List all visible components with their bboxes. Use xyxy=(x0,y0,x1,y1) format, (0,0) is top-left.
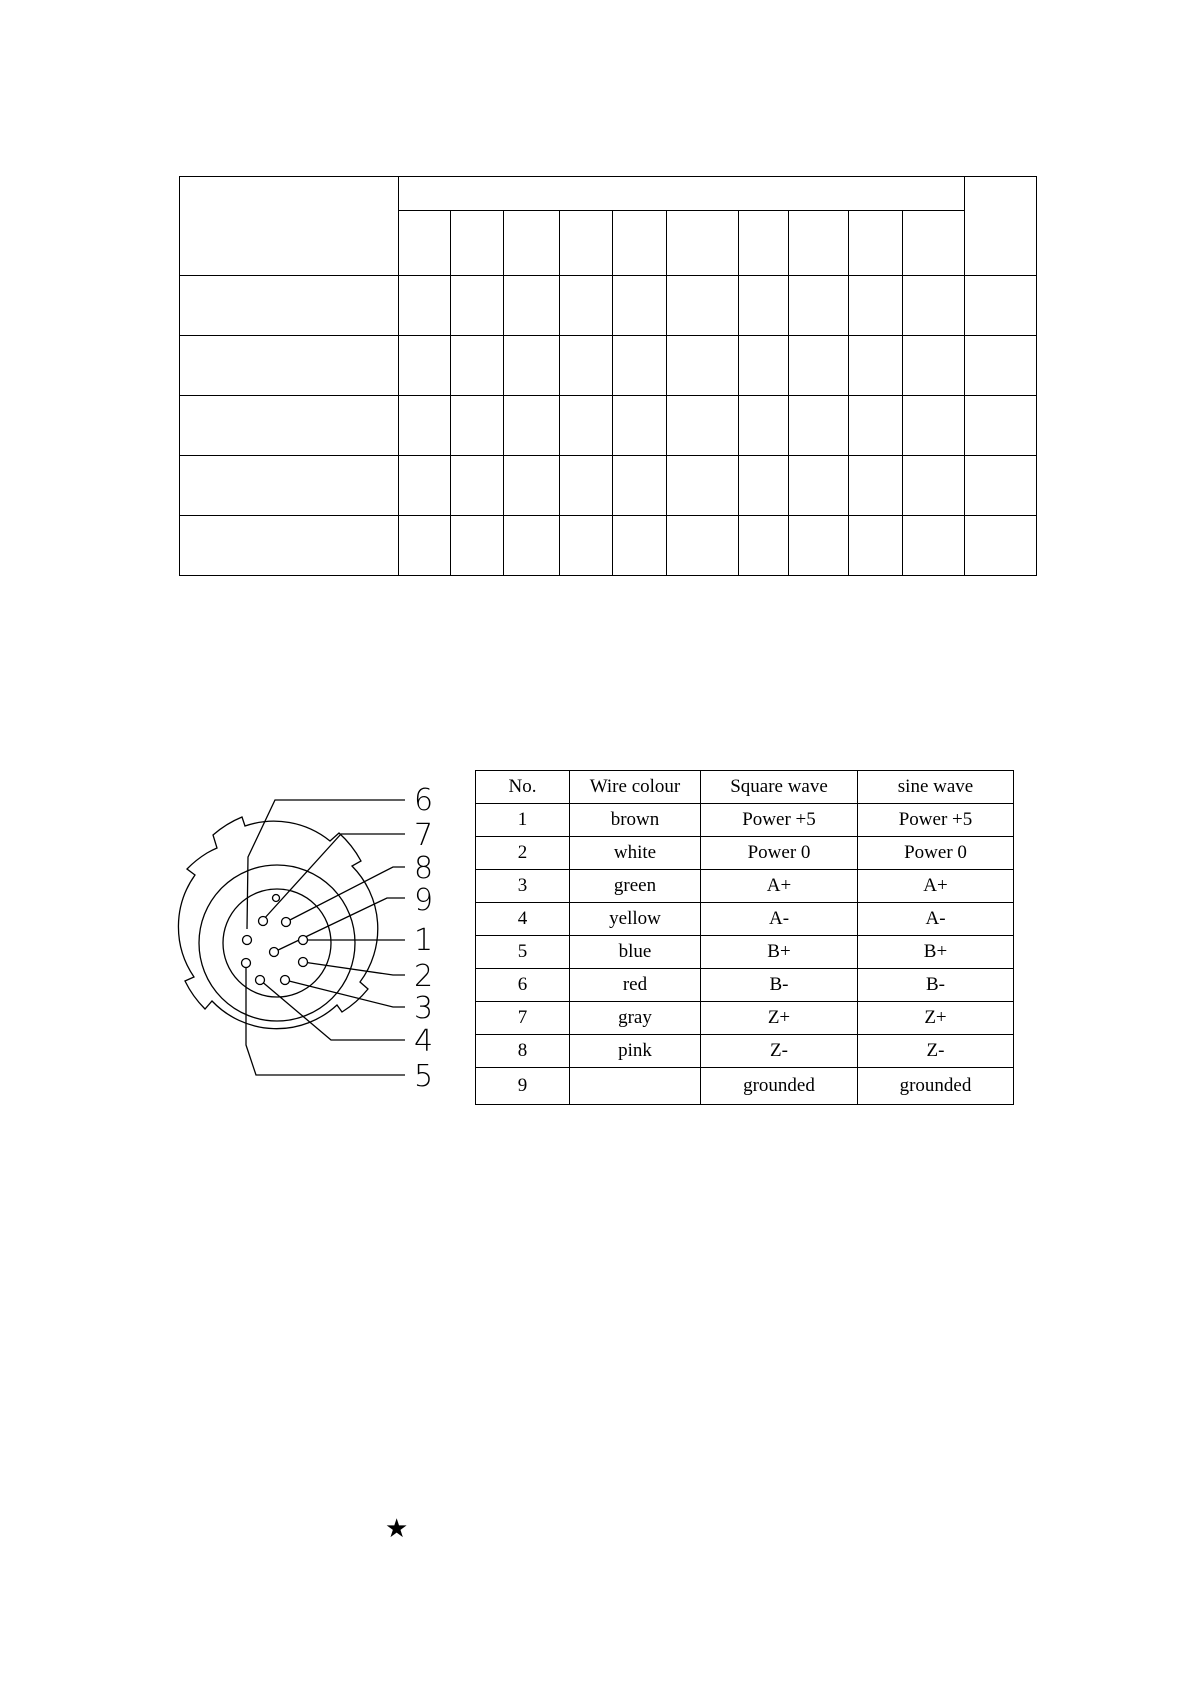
leader-line-5 xyxy=(246,963,405,1075)
square-wave-cell: A- xyxy=(701,903,858,936)
connector-pin-8 xyxy=(282,918,291,927)
sine-wave-cell: grounded xyxy=(858,1068,1014,1105)
leader-line-7 xyxy=(263,834,405,920)
table-row xyxy=(476,837,1014,870)
pin-label: 5 xyxy=(414,1059,434,1094)
connector-pin-7 xyxy=(259,917,268,926)
square-wave-cell: Power 0 xyxy=(701,837,858,870)
sine-wave-cell: Power 0 xyxy=(858,837,1014,870)
table-row xyxy=(476,936,1014,969)
leader-line-2 xyxy=(303,962,405,975)
wire-colour-cell: red xyxy=(570,969,701,1002)
pin-number-cell: 9 xyxy=(476,1068,570,1105)
connector-pin-1 xyxy=(299,936,308,945)
wire-colour-cell: yellow xyxy=(570,903,701,936)
sine-wave-cell: Power +5 xyxy=(858,804,1014,837)
table-row xyxy=(476,1035,1014,1068)
wire-colour-cell: green xyxy=(570,870,701,903)
pin-number-cell: 2 xyxy=(476,837,570,870)
table-row xyxy=(476,969,1014,1002)
wire-colour-cell: gray xyxy=(570,1002,701,1035)
sine-wave-cell: B+ xyxy=(858,936,1014,969)
square-wave-cell: Z+ xyxy=(701,1002,858,1035)
pin-label: 4 xyxy=(414,1024,434,1059)
pin-label: 3 xyxy=(414,991,434,1026)
pin-label: 8 xyxy=(414,851,434,886)
connector-pin-5 xyxy=(242,959,251,968)
connector-pin-6 xyxy=(243,936,252,945)
connector-pin-2 xyxy=(299,958,308,967)
pin-label: 1 xyxy=(414,923,434,958)
connector-key-notch xyxy=(273,895,280,902)
pinout-header-row xyxy=(476,771,1014,804)
square-wave-cell: B- xyxy=(701,969,858,1002)
pin-number-cell: 6 xyxy=(476,969,570,1002)
leader-line-3 xyxy=(285,980,405,1007)
square-wave-cell: B+ xyxy=(701,936,858,969)
pin-label: 7 xyxy=(414,818,434,853)
connector-pin-4 xyxy=(256,976,265,985)
pin-label: 6 xyxy=(414,783,434,818)
table-row xyxy=(476,870,1014,903)
table-row xyxy=(476,1002,1014,1035)
pin-number-cell: 8 xyxy=(476,1035,570,1068)
square-wave-cell: grounded xyxy=(701,1068,858,1105)
wire-colour-cell: blue xyxy=(570,936,701,969)
pinout-table xyxy=(475,770,1014,1105)
square-wave-cell: A+ xyxy=(701,870,858,903)
connector-pin-3 xyxy=(281,976,290,985)
wire-colour-cell: white xyxy=(570,837,701,870)
column-header-sine-wave: sine wave xyxy=(858,771,1014,804)
leader-line-4 xyxy=(260,980,405,1040)
leader-line-6 xyxy=(247,800,405,929)
column-header-wire-colour: Wire colour xyxy=(570,771,701,804)
column-header-no: No. xyxy=(476,771,570,804)
square-wave-cell: Power +5 xyxy=(701,804,858,837)
sine-wave-cell: B- xyxy=(858,969,1014,1002)
wire-colour-cell: brown xyxy=(570,804,701,837)
wire-colour-cell xyxy=(570,1068,701,1105)
pin-number-cell: 3 xyxy=(476,870,570,903)
sine-wave-cell: A- xyxy=(858,903,1014,936)
pin-label: 9 xyxy=(414,883,434,918)
pin-number-cell: 1 xyxy=(476,804,570,837)
column-header-square-wave: Square wave xyxy=(701,771,858,804)
table-row xyxy=(476,804,1014,837)
leader-line-9 xyxy=(274,898,405,952)
pin-number-cell: 7 xyxy=(476,1002,570,1035)
table-row xyxy=(476,903,1014,936)
pin-number-cell: 5 xyxy=(476,936,570,969)
table-row xyxy=(476,1068,1014,1105)
pin-label: 2 xyxy=(414,959,434,994)
black-star-icon: ★ xyxy=(385,1514,409,1544)
sine-wave-cell: Z+ xyxy=(858,1002,1014,1035)
sine-wave-cell: A+ xyxy=(858,870,1014,903)
sine-wave-cell: Z- xyxy=(858,1035,1014,1068)
pin-number-cell: 4 xyxy=(476,903,570,936)
square-wave-cell: Z- xyxy=(701,1035,858,1068)
connector-pin-9 xyxy=(270,948,279,957)
wire-colour-cell: pink xyxy=(570,1035,701,1068)
